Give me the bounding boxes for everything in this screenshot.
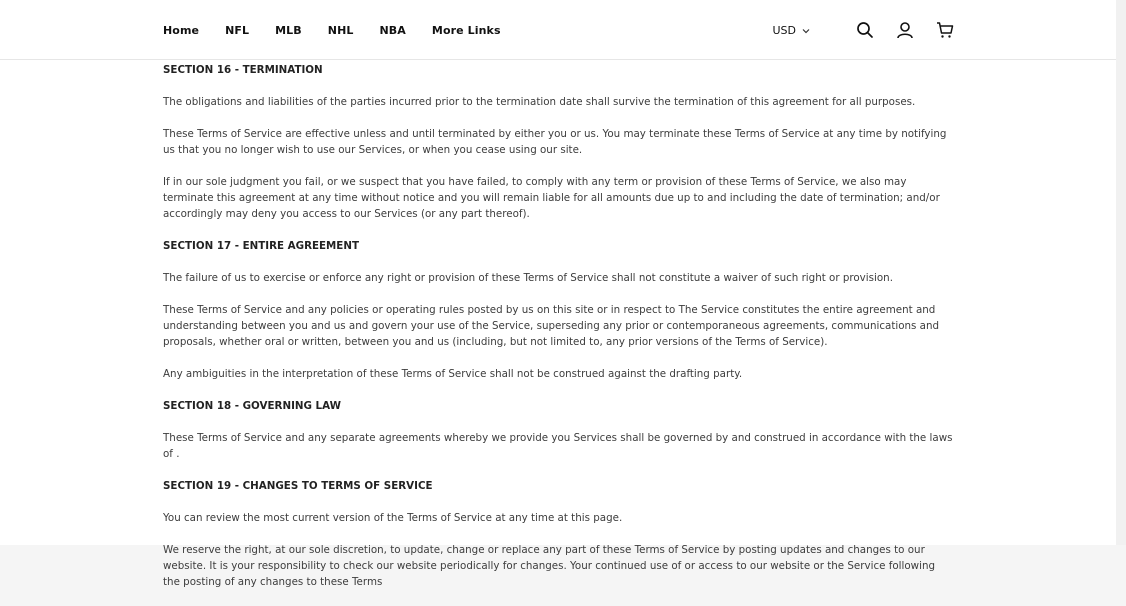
section-17-paragraph-3: Any ambiguities in the interpretation of these Terms of Service shall not be construed against the drafting party. — [163, 368, 743, 380]
scrollbar[interactable] — [1116, 0, 1126, 545]
terms-content — [163, 62, 955, 606]
nav-more-links[interactable]: More Links — [431, 23, 501, 37]
nav-nba[interactable]: NBA — [379, 23, 406, 37]
nav-home[interactable]: Home — [163, 23, 200, 37]
section-17-title: SECTION 17 - ENTIRE AGREEMENT — [163, 240, 359, 252]
section-19-paragraph-2: We reserve the right, at our sole discretion, to update, change or replace any part of these Terms of Service by posting updates and changes to our website. It is your responsibility to check our website periodically for changes. Your continued use of or access to our website or the Service following the posting of any changes to these Terms — [163, 544, 936, 588]
nav-nhl[interactable]: NHL — [327, 23, 354, 37]
section-18-paragraph-1: These Terms of Service and any separate agreements whereby we provide you Services shall be governed by and construed in accordance with the laws of . — [163, 432, 953, 460]
section-17-paragraph-2: These Terms of Service and any policies or operating rules posted by us on this site or in respect to The Service constitutes the entire agreement and understanding between you and us and govern your use of the Service, superseding any prior or contemporaneous agreements, communications and proposals, whether oral or written, between you and us (including, but not limited to, any prior versions of the Terms of Service). — [163, 304, 940, 348]
main-nav — [163, 0, 527, 60]
search-icon[interactable] — [854, 19, 876, 41]
currency-label: USD — [772, 23, 796, 37]
cart-icon[interactable] — [934, 19, 956, 41]
section-16-paragraph-1: The obligations and liabilities of the parties incurred prior to the termination date shall survive the termination of this agreement for all purposes. — [163, 96, 916, 108]
section-16-title: SECTION 16 - TERMINATION — [163, 64, 323, 76]
site-header — [0, 0, 1116, 60]
section-18-title: SECTION 18 - GOVERNING LAW — [163, 400, 341, 412]
section-19-title: SECTION 19 - CHANGES TO TERMS OF SERVICE — [163, 480, 433, 492]
section-17-paragraph-1: The failure of us to exercise or enforce any right or provision of these Terms of Service shall not constitute a waiver of such right or provision. — [163, 272, 893, 284]
header-actions — [772, 0, 956, 60]
chevron-down-icon — [802, 24, 810, 37]
section-16-paragraph-3: If in our sole judgment you fail, or we suspect that you have failed, to comply with any term or provision of these Terms of Service, we also may terminate this agreement at any time without notice and you will remain liable for all amounts due up to and including the date of termination; and/or accordingly may deny you access to our Services (or any part thereof). — [163, 176, 940, 220]
section-19-paragraph-1: You can review the most current version of the Terms of Service at any time at this page. — [163, 512, 623, 524]
nav-nfl[interactable]: NFL — [225, 23, 250, 37]
currency-selector[interactable] — [772, 24, 810, 37]
nav-mlb[interactable]: MLB — [275, 23, 302, 37]
section-16-paragraph-2: These Terms of Service are effective unless and until terminated by either you or us. You may terminate these Terms of Service at any time by notifying us that you no longer wish to use our Services, or when you cease using our site. — [163, 128, 947, 156]
account-icon[interactable] — [894, 19, 916, 41]
